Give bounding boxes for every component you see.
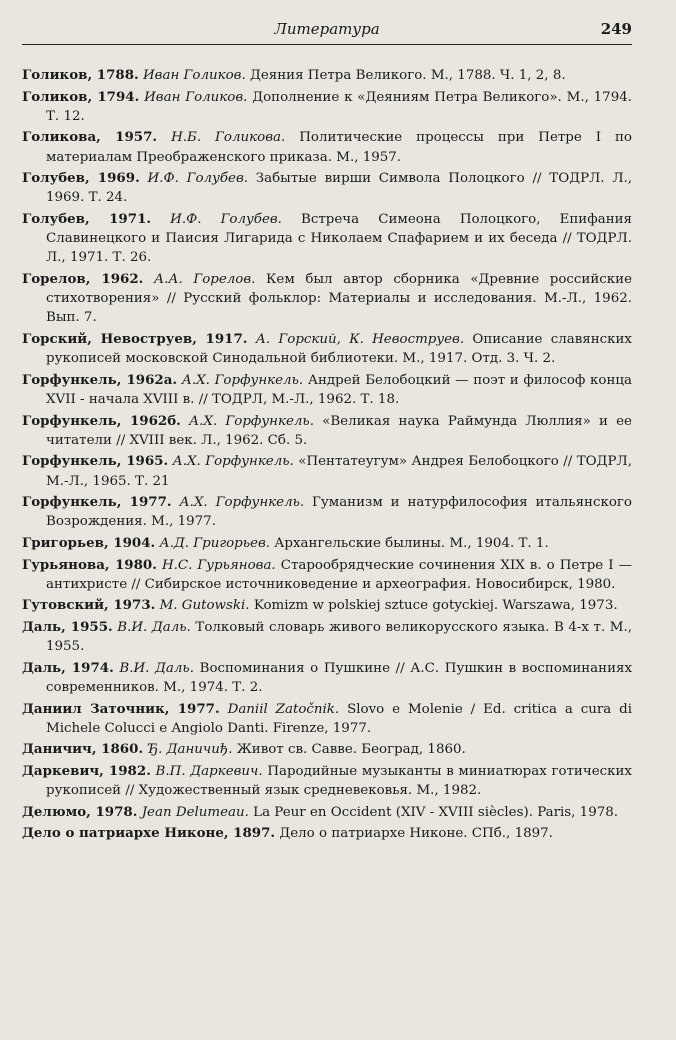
entry-text: Гуманизм и натурфилософия итальянского Возрождения. М., 1977. [46, 495, 632, 530]
entry-key: Горский, Невоструев, 1917. [22, 330, 248, 347]
entry-key: Даркевич, 1982. [22, 762, 151, 779]
entry-author: А.Д. Григорьев. [159, 535, 271, 551]
bibliography-entry [22, 803, 632, 822]
bibliography-entry [22, 596, 632, 615]
entry-author: И.Ф. Голубев. [170, 211, 282, 227]
bibliography-entry [22, 128, 632, 166]
running-header [22, 16, 632, 45]
bibliography-entry [22, 700, 632, 738]
entry-text: Архангельские былины. М., 1904. Т. 1. [274, 535, 549, 551]
bibliography-entry [22, 534, 632, 553]
entry-author: А.Х. Горфункель. [189, 413, 314, 429]
entry-text: Деяния Петра Великого. М., 1788. Ч. 1, 2, 8. [249, 68, 566, 83]
entry-author: А. Горский, К. Невоструев. [255, 331, 465, 347]
entry-text: Дополнение к «Деяниям Петра Великого». М., 1794. Т. 12. [46, 89, 632, 124]
entry-author: Иван Голиков. [144, 89, 248, 105]
bibliography-entry [22, 824, 632, 843]
entry-key: Голиков, 1788. [22, 67, 139, 83]
entry-text: Живот св. Савве. Београд, 1860. [236, 742, 466, 758]
entry-author: M. Gutowski. [159, 598, 250, 614]
entry-key: Даль, 1955. [22, 618, 113, 635]
entry-text: «Пентатеугум» Андрея Белобоцкого // ТОДРЛ, М.-Л., 1965. Т. 21 [46, 454, 632, 489]
entry-text: Дело о патриархе Никоне. СПб., 1897. [279, 826, 553, 842]
entry-author: Иван Голиков. [142, 68, 246, 83]
entry-author: Jean Delumeau. [141, 804, 249, 820]
entry-key: Горфункель, 1977. [22, 494, 172, 511]
entry-text: «Великая наука Раймунда Люллия» и ее читатели // XVIII век. Л., 1962. Сб. 5. [46, 413, 632, 448]
bibliography-entry [22, 452, 632, 490]
entry-key: Горелов, 1962. [22, 270, 144, 287]
entry-author: Ђ. Даничиђ. [147, 742, 233, 758]
bibliography-entry [22, 659, 632, 697]
bibliography-list [22, 66, 632, 846]
entry-author: В.И. Даль. [117, 619, 191, 635]
entry-text: Кем был автор сборника «Древние российские стихотворения» // Русский фольклор: Материалы и исследования. М.-Л., 1962. Вып. 7. [46, 271, 633, 326]
entry-key: Даниил Заточник, 1977. [22, 700, 220, 717]
running-title: Литература [274, 20, 380, 38]
bibliography-entry [22, 88, 632, 126]
entry-author: А.Х. Горфункель. [179, 495, 305, 511]
entry-key: Голикова, 1957. [22, 129, 158, 146]
entry-text: Политические процессы при Петре I по материалам Преображенского приказа. М., 1957. [46, 130, 632, 165]
entry-key: Голиков, 1794. [22, 88, 140, 105]
bibliography-entry [22, 556, 632, 594]
bibliography-entry [22, 618, 632, 656]
entry-key: Делюмо, 1978. [22, 803, 138, 820]
entry-author: А.Х. Горфункель. [181, 372, 304, 388]
entry-text: Komizm w polskiej sztuce gotyckiej. Warszawa, 1973. [253, 598, 618, 614]
entry-key: Дело о патриархе Никоне, 1897. [22, 825, 276, 842]
entry-key: Голубев, 1971. [22, 210, 152, 227]
entry-key: Горфункель, 1962б. [22, 412, 181, 429]
entry-author: Н.С. Гурьянова. [161, 557, 276, 573]
entry-text: Встреча Симеона Полоцкого, Епифания Славинецкого и Паисия Лигарида с Николаем Спафарием и их беседа // ТОДРЛ. Л., 1971. Т. 26. [46, 211, 632, 266]
bibliography-entry [22, 412, 632, 450]
entry-author: Daniil Zatočnik. [227, 701, 340, 717]
bibliography-entry [22, 270, 632, 328]
entry-author: В.П. Даркевич. [155, 763, 263, 779]
bibliography-entry [22, 210, 632, 268]
bibliography-entry [22, 169, 632, 207]
bibliography-entry [22, 371, 632, 409]
bibliography-entry [22, 762, 632, 800]
entry-author: А.А. Горелов. [153, 271, 256, 287]
entry-author: В.И. Даль. [119, 660, 194, 676]
bibliography-entry [22, 330, 632, 368]
entry-text: Slovo e Molenie / Ed. critica a cura di Michele Colucci e Angiolo Danti. Firenze, 1977. [46, 701, 632, 736]
entry-author: Н.Б. Голикова. [171, 130, 286, 146]
entry-key: Голубев, 1969. [22, 170, 140, 187]
entry-text: Описание славянских рукописей московской Синодальной библиотеки. М., 1917. Отд. 3. Ч. 2. [46, 331, 632, 367]
entry-key: Григорьев, 1904. [22, 534, 156, 551]
bibliography-entry [22, 66, 632, 85]
entry-author: И.Ф. Голубев. [147, 171, 248, 187]
entry-text: La Peur en Occident (XIV - XVIII siècles). Paris, 1978. [253, 804, 619, 820]
bibliography-entry [22, 493, 632, 531]
entry-key: Даничич, 1860. [22, 741, 144, 758]
entry-text: Забытые вирши Символа Полоцкого // ТОДРЛ. Л., 1969. Т. 24. [46, 171, 633, 206]
entry-key: Гутовский, 1973. [22, 597, 156, 614]
entry-key: Горфункель, 1965. [22, 453, 169, 470]
entry-key: Горфункель, 1962а. [22, 371, 178, 388]
entry-author: А.Х. Горфункель. [172, 454, 294, 470]
bibliography-entry [22, 740, 632, 759]
entry-text: Воспоминания о Пушкине // А.С. Пушкин в воспоминаниях современников. М., 1974. Т. 2. [46, 660, 632, 695]
entry-text: Пародийные музыканты в миниатюрах готических рукописей // Художественный язык средневековья. М., 1982. [46, 763, 632, 799]
entry-text: Андрей Белобоцкий — поэт и философ конца XVII - начала XVIII в. // ТОДРЛ, М.-Л., 1962. Т. 18. [46, 372, 632, 407]
entry-key: Гурьянова, 1980. [22, 556, 157, 573]
entry-text: Старообрядческие сочинения XIX в. о Петре I — антихристе // Сибирское источниковедение и археография. Новосибирск, 1980. [46, 557, 632, 592]
entry-text: Толковый словарь живого великорусского языка. В 4-х т. М., 1955. [46, 619, 632, 655]
entry-key: Даль, 1974. [22, 659, 114, 676]
page-number: 249 [600, 20, 632, 38]
